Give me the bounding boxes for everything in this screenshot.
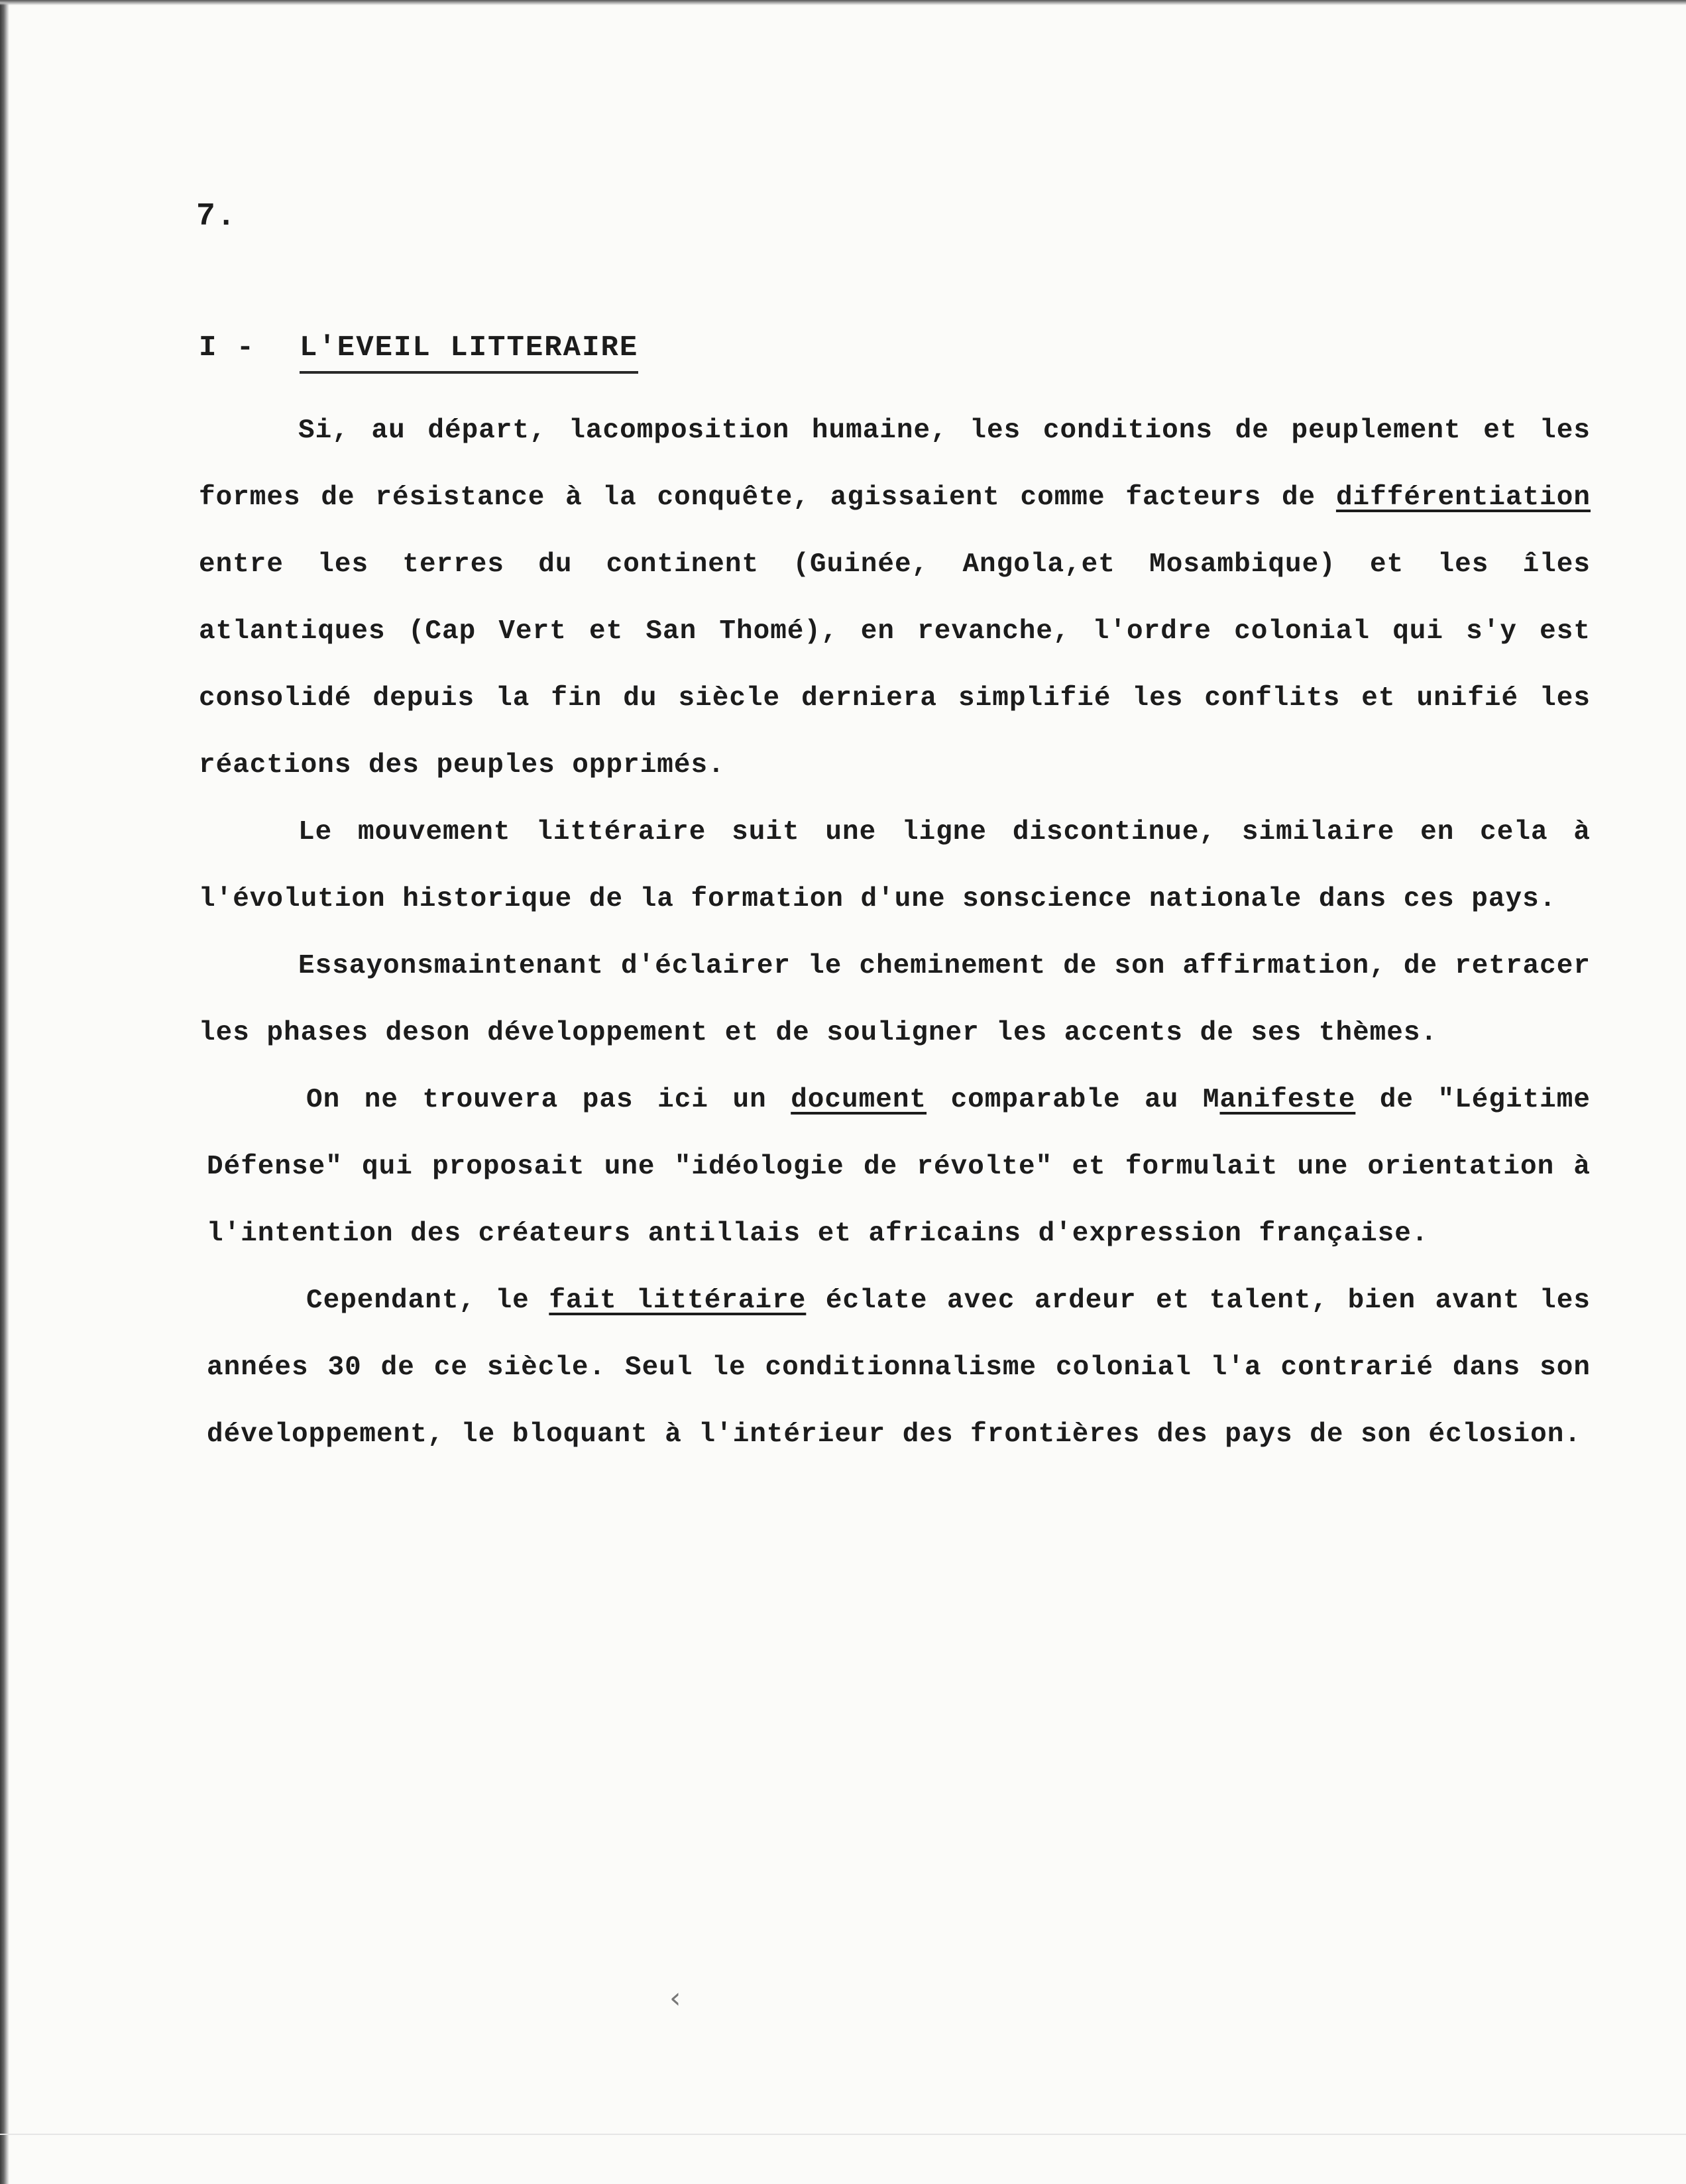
paragraph-3: Essayonsmaintenant d'éclairer le cheminement de son affirmation, de retracer les phases deson développement et de souligner les accents de ses thèmes. bbox=[199, 951, 1591, 1048]
scan-bottom-line bbox=[0, 2134, 1686, 2135]
section-title: L'EVEIL LITTERAIRE bbox=[300, 331, 638, 374]
page-number: 7. bbox=[196, 199, 237, 235]
underlined-term: fait littéraire bbox=[549, 1285, 807, 1316]
paragraph-4: On ne trouvera pas ici un document comparable au Manifeste de "Légitime Défense" qui proposait une "idéologie de révolte" et formulait une orientation à l'intention des créateurs antillais et africains d'expression française. bbox=[207, 1085, 1591, 1249]
paragraph-5: Cependant, le fait littéraire éclate avec ardeur et talent, bien avant les années 30 de ce siècle. Seul le conditionnalisme colonial l'a contrarié dans son développement, le bloquant à l'intérieur des frontières des pays de son éclosion. bbox=[207, 1285, 1591, 1450]
scan-left-edge bbox=[0, 0, 9, 2184]
stray-pen-mark: ‹ bbox=[669, 1981, 681, 2015]
scan-top-edge bbox=[0, 0, 1686, 5]
underlined-term: anifeste bbox=[1219, 1085, 1356, 1115]
underlined-term: différentiation bbox=[1335, 482, 1591, 513]
paragraph-2: Le mouvement littéraire suit une ligne discontinue, similaire en cela à l'évolution historique de la formation d'une sonscience nationale dans ces pays. bbox=[199, 817, 1591, 914]
section-heading bbox=[199, 331, 638, 374]
section-numeral: I - bbox=[199, 331, 256, 364]
underlined-term: document bbox=[791, 1085, 927, 1115]
body-text bbox=[199, 398, 1591, 1468]
paragraph-1: Si, au départ, lacomposition humaine, les conditions de peuplement et les formes de résistance à la conquête, agissaient comme facteurs de différentiation entre les terres du continent (Guinée, Angola,et Mosambique) et les îles atlantiques (Cap Vert et San Thomé), en revanche, l'ordre colonial qui s'y est consolidé depuis la fin du siècle derniera simplifié les conflits et unifié les réactions des peuples opprimés. bbox=[199, 415, 1591, 781]
